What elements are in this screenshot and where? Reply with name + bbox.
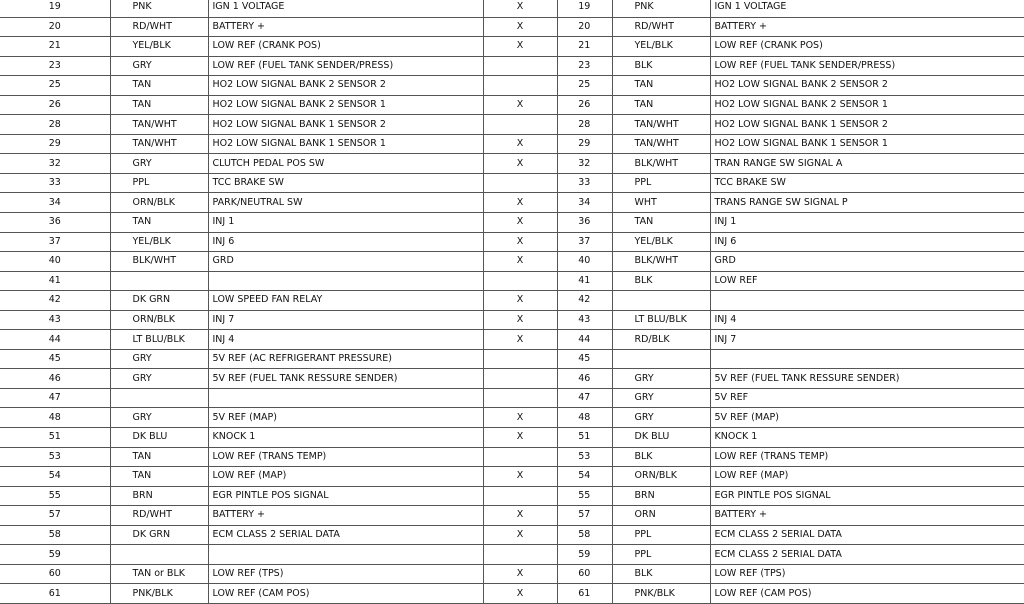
circuit-description-cell: HO2 LOW SIGNAL BANK 2 SENSOR 2 [710,76,1024,96]
table-row [557,330,1024,350]
table-row [0,369,557,389]
used-mark-cell [483,173,557,193]
pin-number-cell: 33 [0,173,110,193]
pin-number-cell: 25 [0,76,110,96]
table-row [557,76,1024,96]
pin-number-cell: 48 [557,408,612,428]
wire-color-cell: DK BLU [110,428,208,448]
right-pinout-table [557,0,1024,604]
pin-number-cell: 43 [557,310,612,330]
wire-color-cell: PPL [612,173,710,193]
pin-number-cell: 54 [557,467,612,487]
wire-color-cell: GRY [110,408,208,428]
used-mark-cell: X [483,291,557,311]
used-mark-cell [483,388,557,408]
circuit-description-cell: ECM CLASS 2 SERIAL DATA [710,545,1024,565]
pin-number-cell: 28 [0,115,110,135]
used-mark-cell: X [483,0,557,17]
wire-color-cell: RD/BLK [612,330,710,350]
table-row [557,525,1024,545]
table-row [0,193,557,213]
used-mark-cell: X [483,95,557,115]
circuit-description-cell: LOW REF (TRANS TEMP) [710,447,1024,467]
pin-number-cell: 60 [0,564,110,584]
table-row [557,447,1024,467]
circuit-description-cell: LOW REF (TPS) [208,564,483,584]
wire-color-cell: GRY [110,369,208,389]
used-mark-cell: X [483,330,557,350]
circuit-description-cell [208,545,483,565]
wire-color-cell: GRY [612,408,710,428]
right-table-body [557,0,1024,603]
pin-number-cell: 47 [557,388,612,408]
circuit-description-cell: PARK/NEUTRAL SW [208,193,483,213]
circuit-description-cell: INJ 4 [208,330,483,350]
table-row [557,193,1024,213]
table-row [557,17,1024,37]
wire-color-cell: DK GRN [110,525,208,545]
table-row [0,0,557,17]
circuit-description-cell: GRD [710,252,1024,272]
pin-number-cell: 32 [557,154,612,174]
wire-color-cell: ORN [612,506,710,526]
wire-color-cell: BLK/WHT [110,252,208,272]
circuit-description-cell: 5V REF (AC REFRIGERANT PRESSURE) [208,349,483,369]
table-row [0,428,557,448]
wire-color-cell: PPL [612,525,710,545]
used-mark-cell [483,76,557,96]
pin-number-cell: 19 [557,0,612,17]
circuit-description-cell: INJ 6 [710,232,1024,252]
wire-color-cell: BLK [612,56,710,76]
pin-number-cell: 45 [0,349,110,369]
circuit-description-cell: INJ 7 [208,310,483,330]
circuit-description-cell: ECM CLASS 2 SERIAL DATA [710,525,1024,545]
pin-number-cell: 47 [0,388,110,408]
wire-color-cell: RD/WHT [110,506,208,526]
circuit-description-cell: GRD [208,252,483,272]
table-row [557,408,1024,428]
wire-color-cell: GRY [612,388,710,408]
wire-color-cell [110,388,208,408]
wire-color-cell [110,271,208,291]
table-row [557,37,1024,57]
used-mark-cell: X [483,193,557,213]
wire-color-cell: YEL/BLK [110,37,208,57]
table-row [557,252,1024,272]
circuit-description-cell: INJ 7 [710,330,1024,350]
used-mark-cell [483,545,557,565]
circuit-description-cell: 5V REF (FUEL TANK RESSURE SENDER) [208,369,483,389]
circuit-description-cell: 5V REF [710,388,1024,408]
wire-color-cell: LT BLU/BLK [110,330,208,350]
table-row [557,388,1024,408]
circuit-description-cell: HO2 LOW SIGNAL BANK 1 SENSOR 1 [208,134,483,154]
pin-number-cell: 53 [0,447,110,467]
table-row [0,115,557,135]
pin-number-cell: 43 [0,310,110,330]
wire-color-cell [110,545,208,565]
used-mark-cell: X [483,37,557,57]
wire-color-cell: PPL [110,173,208,193]
pin-number-cell: 33 [557,173,612,193]
wire-color-cell: PNK/BLK [110,584,208,604]
pin-number-cell: 59 [557,545,612,565]
used-mark-cell: X [483,564,557,584]
pin-number-cell: 36 [557,213,612,233]
pin-number-cell: 28 [557,115,612,135]
pin-number-cell: 42 [0,291,110,311]
wire-color-cell [612,349,710,369]
pin-number-cell: 19 [0,0,110,17]
pin-number-cell: 57 [0,506,110,526]
table-row [0,56,557,76]
circuit-description-cell: LOW REF [710,271,1024,291]
wire-color-cell: TAN/WHT [110,115,208,135]
pin-number-cell: 55 [0,486,110,506]
circuit-description-cell: LOW REF (MAP) [710,467,1024,487]
circuit-description-cell: LOW REF (MAP) [208,467,483,487]
wire-color-cell: TAN/WHT [612,134,710,154]
wire-color-cell: BLK [612,271,710,291]
circuit-description-cell: HO2 LOW SIGNAL BANK 2 SENSOR 1 [710,95,1024,115]
wire-color-cell: YEL/BLK [612,37,710,57]
wire-color-cell: BLK [612,447,710,467]
table-row [557,95,1024,115]
pin-number-cell: 29 [0,134,110,154]
table-row [0,564,557,584]
circuit-description-cell: HO2 LOW SIGNAL BANK 1 SENSOR 1 [710,134,1024,154]
wire-color-cell: TAN/WHT [110,134,208,154]
table-row [557,232,1024,252]
table-row [557,584,1024,604]
used-mark-cell [483,271,557,291]
circuit-description-cell: INJ 1 [710,213,1024,233]
pin-number-cell: 25 [557,76,612,96]
circuit-description-cell: LOW REF (CAM POS) [710,584,1024,604]
pin-number-cell: 20 [0,17,110,37]
wire-color-cell: TAN [612,95,710,115]
used-mark-cell: X [483,213,557,233]
pin-number-cell: 46 [557,369,612,389]
table-row [0,252,557,272]
table-row [0,349,557,369]
table-row [557,134,1024,154]
circuit-description-cell: LOW REF (TPS) [710,564,1024,584]
circuit-description-cell: IGN 1 VOLTAGE [710,0,1024,17]
pin-number-cell: 21 [0,37,110,57]
wire-color-cell: TAN [110,213,208,233]
circuit-description-cell: 5V REF (MAP) [208,408,483,428]
circuit-description-cell [208,388,483,408]
pin-number-cell: 37 [557,232,612,252]
circuit-description-cell: CLUTCH PEDAL POS SW [208,154,483,174]
pin-number-cell: 40 [0,252,110,272]
used-mark-cell: X [483,467,557,487]
circuit-description-cell: ECM CLASS 2 SERIAL DATA [208,525,483,545]
wire-color-cell: RD/WHT [612,17,710,37]
wire-color-cell: GRY [110,56,208,76]
table-row [557,545,1024,565]
pin-number-cell: 61 [0,584,110,604]
circuit-description-cell: IGN 1 VOLTAGE [208,0,483,17]
table-row [557,310,1024,330]
circuit-description-cell: HO2 LOW SIGNAL BANK 1 SENSOR 2 [208,115,483,135]
pin-number-cell: 61 [557,584,612,604]
circuit-description-cell: LOW REF (TRANS TEMP) [208,447,483,467]
pin-number-cell: 44 [0,330,110,350]
table-row [0,291,557,311]
circuit-description-cell: LOW REF (FUEL TANK SENDER/PRESS) [710,56,1024,76]
table-row [0,330,557,350]
pin-number-cell: 45 [557,349,612,369]
table-row [0,486,557,506]
pin-number-cell: 26 [557,95,612,115]
used-mark-cell: X [483,428,557,448]
table-row [557,564,1024,584]
wire-color-cell: TAN or BLK [110,564,208,584]
pin-number-cell: 58 [557,525,612,545]
table-row [557,56,1024,76]
pin-number-cell: 58 [0,525,110,545]
circuit-description-cell: HO2 LOW SIGNAL BANK 2 SENSOR 2 [208,76,483,96]
wire-color-cell [612,291,710,311]
table-row [0,213,557,233]
wire-color-cell: DK BLU [612,428,710,448]
wire-color-cell: PNK/BLK [612,584,710,604]
circuit-description-cell: EGR PINTLE POS SIGNAL [710,486,1024,506]
pin-number-cell: 21 [557,37,612,57]
pin-number-cell: 41 [0,271,110,291]
wire-color-cell: ORN/BLK [612,467,710,487]
pin-number-cell: 55 [557,486,612,506]
wire-color-cell: PNK [612,0,710,17]
used-mark-cell: X [483,525,557,545]
wire-color-cell: BLK/WHT [612,154,710,174]
used-mark-cell [483,369,557,389]
wire-color-cell: PPL [612,545,710,565]
used-mark-cell: X [483,408,557,428]
circuit-description-cell: INJ 4 [710,310,1024,330]
wire-color-cell: GRY [110,349,208,369]
circuit-description-cell: LOW REF (FUEL TANK SENDER/PRESS) [208,56,483,76]
pin-number-cell: 57 [557,506,612,526]
circuit-description-cell [710,291,1024,311]
circuit-description-cell: LOW REF (CRANK POS) [710,37,1024,57]
circuit-description-cell: HO2 LOW SIGNAL BANK 2 SENSOR 1 [208,95,483,115]
used-mark-cell: X [483,506,557,526]
circuit-description-cell: INJ 1 [208,213,483,233]
table-row [557,271,1024,291]
table-row [557,349,1024,369]
table-row [557,115,1024,135]
table-row [0,76,557,96]
circuit-description-cell: KNOCK 1 [208,428,483,448]
wire-color-cell: TAN/WHT [612,115,710,135]
table-row [557,369,1024,389]
wire-color-cell: LT BLU/BLK [612,310,710,330]
pin-number-cell: 51 [0,428,110,448]
used-mark-cell: X [483,232,557,252]
wire-color-cell: TAN [110,95,208,115]
used-mark-cell: X [483,17,557,37]
pin-number-cell: 42 [557,291,612,311]
pin-number-cell: 34 [557,193,612,213]
pin-number-cell: 59 [0,545,110,565]
pin-number-cell: 48 [0,408,110,428]
table-row [557,213,1024,233]
table-row [0,271,557,291]
table-row [0,525,557,545]
pin-number-cell: 40 [557,252,612,272]
table-row [0,447,557,467]
pin-number-cell: 34 [0,193,110,213]
pin-number-cell: 46 [0,369,110,389]
circuit-description-cell: 5V REF (MAP) [710,408,1024,428]
table-row [557,0,1024,17]
table-row [0,173,557,193]
wire-color-cell: YEL/BLK [110,232,208,252]
wire-color-cell: TAN [110,76,208,96]
wire-color-cell: WHT [612,193,710,213]
wire-color-cell: GRY [612,369,710,389]
table-row [0,37,557,57]
table-row [557,291,1024,311]
used-mark-cell [483,349,557,369]
circuit-description-cell: HO2 LOW SIGNAL BANK 1 SENSOR 2 [710,115,1024,135]
used-mark-cell [483,447,557,467]
wire-color-cell: RD/WHT [110,17,208,37]
pin-number-cell: 32 [0,154,110,174]
wire-color-cell: BLK/WHT [612,252,710,272]
wire-color-cell: DK GRN [110,291,208,311]
circuit-description-cell: TCC BRAKE SW [208,173,483,193]
wire-color-cell: ORN/BLK [110,310,208,330]
table-row [0,95,557,115]
used-mark-cell: X [483,134,557,154]
pin-number-cell: 37 [0,232,110,252]
table-row [557,154,1024,174]
table-row [0,408,557,428]
circuit-description-cell: LOW REF (CRANK POS) [208,37,483,57]
used-mark-cell: X [483,310,557,330]
wire-color-cell: BRN [612,486,710,506]
circuit-description-cell: KNOCK 1 [710,428,1024,448]
pin-number-cell: 29 [557,134,612,154]
circuit-description-cell: INJ 6 [208,232,483,252]
pin-number-cell: 23 [557,56,612,76]
circuit-description-cell: LOW SPEED FAN RELAY [208,291,483,311]
table-row [0,310,557,330]
pin-number-cell: 41 [557,271,612,291]
pin-number-cell: 23 [0,56,110,76]
pin-number-cell: 26 [0,95,110,115]
circuit-description-cell: LOW REF (CAM POS) [208,584,483,604]
used-mark-cell: X [483,584,557,604]
used-mark-cell [483,115,557,135]
circuit-description-cell: TRAN RANGE SW SIGNAL A [710,154,1024,174]
used-mark-cell [483,486,557,506]
wire-color-cell: BRN [110,486,208,506]
table-row [0,232,557,252]
circuit-description-cell [710,349,1024,369]
table-row [0,17,557,37]
pin-number-cell: 51 [557,428,612,448]
used-mark-cell [483,56,557,76]
table-row [0,506,557,526]
circuit-description-cell: BATTERY + [710,17,1024,37]
circuit-description-cell: BATTERY + [208,506,483,526]
wire-color-cell: ORN/BLK [110,193,208,213]
table-row [557,173,1024,193]
table-row [557,428,1024,448]
table-row [0,388,557,408]
circuit-description-cell [208,271,483,291]
circuit-description-cell: TCC BRAKE SW [710,173,1024,193]
pin-number-cell: 44 [557,330,612,350]
pin-number-cell: 36 [0,213,110,233]
wire-color-cell: PNK [110,0,208,17]
circuit-description-cell: BATTERY + [710,506,1024,526]
table-row [557,506,1024,526]
table-row [0,154,557,174]
pin-number-cell: 54 [0,467,110,487]
wire-color-cell: TAN [612,76,710,96]
table-row [0,134,557,154]
circuit-description-cell: 5V REF (FUEL TANK RESSURE SENDER) [710,369,1024,389]
wire-color-cell: YEL/BLK [612,232,710,252]
used-mark-cell: X [483,252,557,272]
wire-color-cell: TAN [110,467,208,487]
wire-color-cell: GRY [110,154,208,174]
table-row [0,467,557,487]
wire-color-cell: BLK [612,564,710,584]
pin-number-cell: 53 [557,447,612,467]
table-row [557,467,1024,487]
pin-number-cell: 20 [557,17,612,37]
table-row [0,545,557,565]
wire-color-cell: TAN [612,213,710,233]
table-row [0,584,557,604]
wire-color-cell: TAN [110,447,208,467]
circuit-description-cell: TRANS RANGE SW SIGNAL P [710,193,1024,213]
circuit-description-cell: EGR PINTLE POS SIGNAL [208,486,483,506]
used-mark-cell: X [483,154,557,174]
circuit-description-cell: BATTERY + [208,17,483,37]
pin-number-cell: 60 [557,564,612,584]
table-row [557,486,1024,506]
